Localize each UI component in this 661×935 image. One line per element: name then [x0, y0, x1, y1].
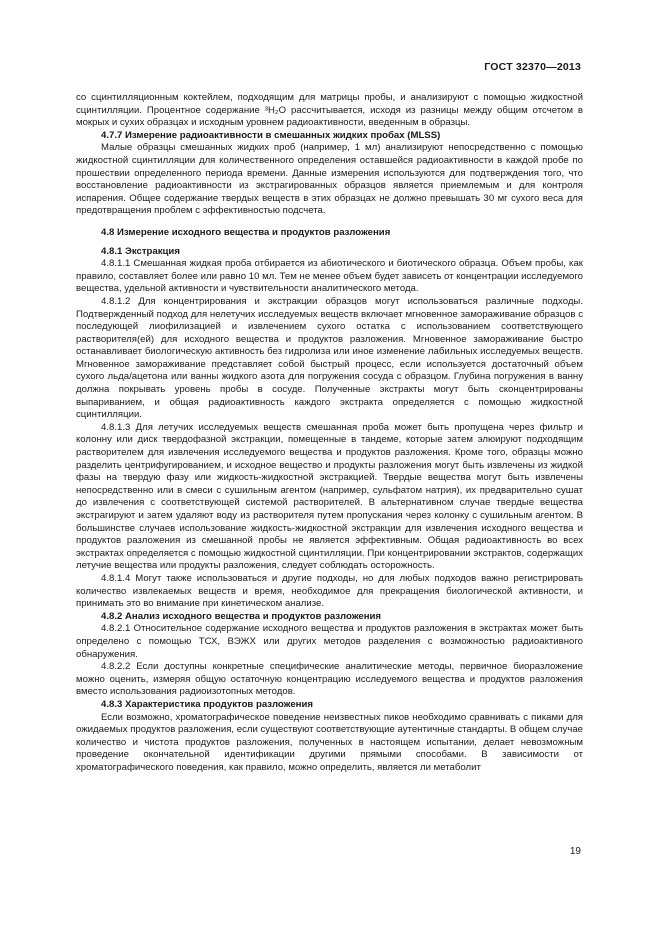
paragraph: 4.8.1.4 Могут также использоваться и другие подходы, но для любых подходов важно регистрировать количество извлекаемых веществ и время, необходимое для прекращения биологической активности, и принимать это во внимание при кинетическом анализе. [76, 572, 583, 610]
body-text [76, 92, 583, 774]
paragraph: Если возможно, хроматографическое поведение неизвестных пиков необходимо сравнивать с пиками для ожидаемых продуктов разложения, если существуют соответствующие аутентичные стандарты. В общем случае количество и чистота продуктов разложения, полученных в настоящем испытании, делает невозможным проведение окончательной идентификации другими прямыми способами. В зависимости от хроматографического поведения, как правило, можно определить, является ли метаболит [76, 711, 583, 773]
paragraph: 4.8.1.1 Смешанная жидкая проба отбирается из абиотического и биотического образца. Объем пробы, как правило, составляет более или равно 10 мл. Тем не менее объем будет зависеть от концентрации исследуемого вещества, удельной активности и чувствительности аналитического метода. [76, 258, 583, 295]
paragraph: 4.8.2.2 Если доступны конкретные специфические аналитические методы, первичное биоразложение можно оценить, измеряя общую остаточную концентрацию исследуемого вещества и продуктов разложения вместо использования радиоизотопных методов. [76, 661, 583, 698]
section-heading: 4.8.1 Экстракция [101, 245, 180, 257]
page-number: 19 [569, 846, 581, 857]
paragraph: 4.8.1.2 Для концентрирования и экстракции образцов могут использоваться различные подходы. Подтвержденный подход для нелетучих исследуемых веществ включает мгновенное замораживание образцов с последующей лиофилизацией и извлечением сухого остатка с использованием соответствующего растворителя(ей) для исходного вещества и продуктов разложения. Мгновенное замораживание быстро останавливает биологическую активность без гидролиза или иное изменение лабильных исследуемых веществ. Мгновенное замораживание представляет собой быстрый процесс, если используется достаточный объем сухого льда/ацетона или ванны жидкого азота для погружения сосуда с образцом. Глубина погружения в ванну должна покрывать уровень пробы в сосуде. Полученные экстракты могут быть сконцентрированы выпариванием, и общая радиоактивность каждого экстракта определяется с помощью жидкостной сцинтилляции. [76, 295, 583, 421]
section-heading: 4.7.7 Измерение радиоактивности в смешанных жидких пробах (MLSS) [101, 129, 441, 141]
section-heading: 4.8.3 Характеристика продуктов разложения [101, 698, 313, 710]
section-heading: 4.8.2 Анализ исходного вещества и продуктов разложения [101, 610, 382, 622]
paragraph: со сцинтилляционным коктейлем, подходящим для матрицы пробы, и анализируют с помощью жидкостной сцинтилляции. Процентное содержание ³H₂O рассчитывается, исходя из разницы между общим отсчетом в мокрых и сухих образцах и исходным уровнем радиоактивности, введенным в образцы. [76, 92, 583, 129]
standard-id: ГОСТ 32370—2013 [484, 61, 581, 73]
paragraph: 4.8.1.3 Для летучих исследуемых веществ смешанная проба может быть пропущена через фильтр и колонну или диск твердофазной экстракции, помещенные в тандеме, которые затем элюируют подходящим растворителем для извлечения исследуемого вещества и продуктов разложения. Кроме того, образцы можно разделить центрифугированием, и исходное вещество и продукты разложения могут быть извлечены из жидкой фазы на твердую фазу или жидкость-жидкостной экстракцией. Твердые вещества могут быть извлечены непосредственно или в смеси с сушильным агентом (например, сульфатом натрия), их предварительно сушат до извлечения с соответствующей системой растворителей. В альтернативном случае твердые вещества экстрагируют и затем удаляют воду из растворителя путем пропускания через колонку с сушильным агентом. В большинстве случаев использование жидкость-жидкостной экстракции для извлечения исходного вещества и продуктов разложения из смешанной пробы не является эффективным. Общая радиоактивность во всех экстрактах определяется с помощью жидкостной сцинтилляции. При концентрировании экстрактов, содержащих летучие вещества или продукты разложения, следует соблюдать осторожность. [76, 421, 583, 572]
paragraph: 4.8.2.1 Относительное содержание исходного вещества и продуктов разложения в экстрактах может быть определено с помощью ТСХ, ВЭЖХ или других методов разделения с возможностью радиоактивного обнаружения. [76, 623, 583, 660]
paragraph: Малые образцы смешанных жидких проб (например, 1 мл) анализируют непосредственно с помощью жидкостной сцинтилляции для количественного определения оставшейся радиоактивности в каждой пробе по прошествии определенного периода времени. Данные измерения используются для подтверждения того, что восстановление радиоактивности из экстрагированных образцов является приемлемым и для контроля испарения. Общее содержание твердых веществ в этих образцах не должно превышать 30 мг сухого веса для предотвращения проблем с эффективностью подсчета. [76, 142, 583, 217]
section-heading: 4.8 Измерение исходного вещества и продуктов разложения [101, 226, 391, 238]
